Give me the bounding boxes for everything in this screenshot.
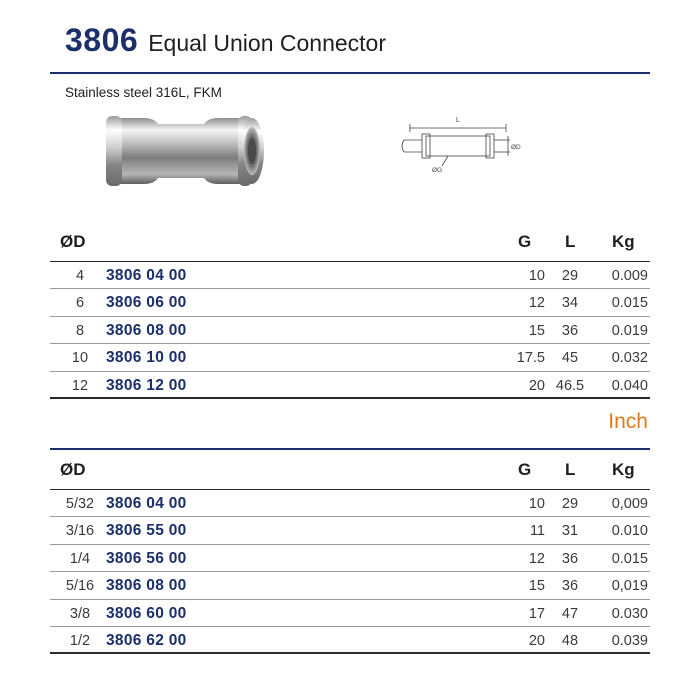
cell-kg: 0.019	[611, 322, 648, 339]
cell-part-number: 3806 62 00	[106, 631, 187, 649]
connector-photo	[92, 110, 270, 192]
label-l: L	[456, 117, 460, 124]
cell-part-number: 3806 60 00	[106, 604, 187, 622]
cell-part-number: 3806 06 00	[106, 294, 187, 312]
table-row	[50, 372, 650, 399]
cell-kg: 0.032	[611, 350, 648, 367]
cell-l: 29	[561, 496, 579, 512]
table-row	[50, 490, 650, 517]
cell-kg: 0.009	[611, 268, 648, 284]
cell-l: 36	[561, 322, 579, 339]
header-l: L	[565, 232, 576, 251]
cell-l: 46.5	[555, 377, 585, 394]
cell-kg: 0,009	[611, 496, 648, 512]
cell-l: 48	[561, 632, 579, 649]
cell-part-number: 3806 08 00	[106, 577, 187, 595]
cell-od: 3/8	[69, 605, 91, 622]
cell-part-number: 3806 04 00	[106, 267, 187, 284]
cell-g: 15	[528, 578, 545, 595]
cell-kg: 0.040	[611, 377, 648, 394]
cell-kg: 0.030	[611, 605, 648, 622]
cell-od: 8	[75, 322, 85, 339]
cell-part-number: 3806 04 00	[106, 495, 187, 512]
cell-od: 4	[75, 268, 85, 284]
cell-kg: 0.039	[611, 632, 648, 649]
table-row	[50, 262, 650, 289]
label-og: ØG	[432, 167, 443, 174]
table-row	[50, 517, 650, 544]
cell-kg: 0.015	[611, 295, 648, 312]
material-spec: Stainless steel 316L, FKM	[65, 85, 222, 100]
header-l: L	[565, 460, 576, 479]
cell-g: 11	[529, 523, 545, 540]
cell-g: 12	[528, 295, 545, 312]
table-row	[50, 545, 650, 572]
table-row	[50, 289, 650, 316]
cell-g: 20	[528, 377, 545, 394]
cell-kg: 0.010	[611, 523, 648, 540]
cell-od: 5/16	[65, 578, 95, 595]
header-g: G	[518, 460, 532, 479]
header-g: G	[518, 232, 532, 251]
header-od: ØD	[60, 232, 86, 251]
product-code: 3806	[65, 22, 139, 58]
table-row	[50, 317, 650, 344]
table-row	[50, 627, 650, 654]
cell-od: 5/32	[65, 496, 95, 512]
cell-od: 3/16	[65, 523, 95, 540]
header-kg: Kg	[612, 460, 635, 479]
product-name: Equal Union Connector	[148, 30, 387, 56]
cell-g: 10	[528, 496, 545, 512]
cell-l: 36	[561, 550, 579, 567]
table-row	[50, 572, 650, 599]
cell-g: 15	[528, 322, 545, 339]
dimension-drawing	[398, 108, 538, 178]
cell-g: 17	[528, 605, 545, 622]
table-row	[50, 344, 650, 371]
page-title	[65, 22, 386, 62]
cell-l: 45	[561, 350, 579, 367]
cell-od: 10	[71, 350, 89, 367]
cell-l: 29	[561, 268, 579, 284]
table-header	[50, 222, 650, 262]
cell-part-number: 3806 08 00	[106, 321, 187, 339]
header-kg: Kg	[612, 232, 635, 251]
cell-l: 47	[561, 605, 579, 622]
cell-part-number: 3806 56 00	[106, 549, 187, 567]
cell-l: 31	[561, 523, 579, 540]
inch-section-label: Inch	[608, 410, 648, 433]
cell-kg: 0.015	[611, 550, 648, 567]
cell-l: 36	[561, 578, 579, 595]
cell-g: 10	[528, 268, 545, 284]
label-od: ØD	[511, 144, 521, 151]
cell-part-number: 3806 55 00	[106, 522, 187, 540]
header-od: ØD	[60, 460, 86, 479]
cell-od: 6	[75, 295, 85, 312]
metric-table	[50, 222, 650, 399]
cell-od: 12	[71, 377, 89, 394]
title-divider	[50, 72, 650, 74]
cell-g: 12	[528, 550, 545, 567]
cell-g: 17.5	[516, 350, 545, 367]
cell-part-number: 3806 10 00	[106, 349, 187, 367]
cell-kg: 0,019	[611, 578, 648, 595]
cell-od: 1/4	[69, 550, 91, 567]
cell-part-number: 3806 12 00	[106, 376, 187, 394]
table-header	[50, 450, 650, 490]
cell-g: 20	[528, 632, 545, 649]
cell-od: 1/2	[69, 632, 91, 649]
inch-table	[50, 448, 650, 654]
cell-l: 34	[561, 295, 579, 312]
table-row	[50, 600, 650, 627]
